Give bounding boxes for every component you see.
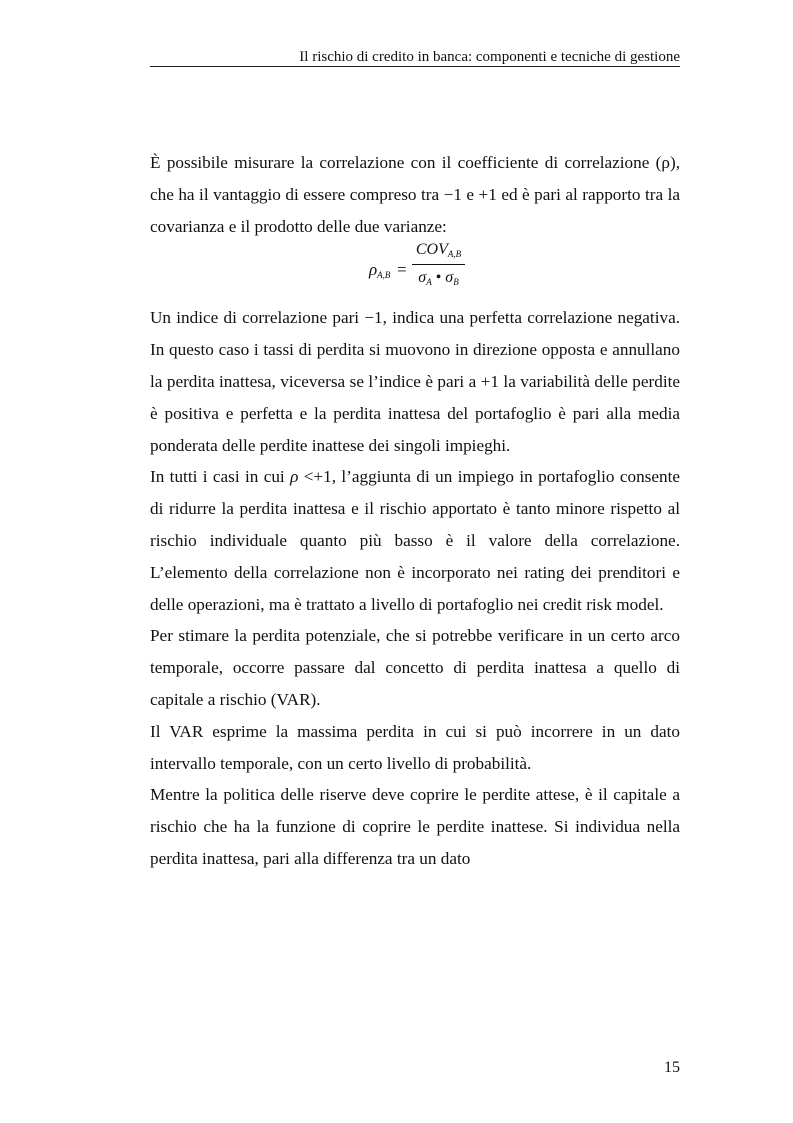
formula-cov-subscript: A,B <box>447 249 462 260</box>
rho-symbol: ρ <box>290 467 299 487</box>
paragraph-var-definition: Il VAR esprime la massima perdita in cui si può incorrere in un dato intervallo temporale, con un certo livello di probabilità. <box>150 721 680 773</box>
formula-sigma-b: σ <box>445 269 454 287</box>
paragraph-portfolio-correlation-rest: <+1, l’aggiunta di un impiego in portafoglio consente di ridurre la perdita inattesa e il rischio apportato è tanto minore rispetto al rischio individuale quanto più basso è il valore della correlazione. L’elemento della correlazione non è incorporato nei rating dei prenditori e delle operazioni, ma è trattato a livello di portafoglio nei credit risk model. <box>150 467 680 614</box>
formula-sigma-a-subscript: A <box>426 277 432 288</box>
page-number: 15 <box>664 1059 680 1076</box>
formula-denominator <box>412 267 465 293</box>
formula-equals-sign: = <box>397 260 407 280</box>
page-body <box>150 147 680 875</box>
paragraph-correlation-coefficient: È possibile misurare la correlazione con il coefficiente di correlazione (ρ), che ha il vantaggio di essere compreso tra −1 e +1 ed è pari al rapporto tra la covarianza e il prodotto delle due varianze: <box>150 153 680 236</box>
formula-lhs <box>369 254 390 292</box>
correlation-formula <box>369 240 489 300</box>
formula-fraction-bar <box>412 264 465 265</box>
formula-cov: COV <box>415 241 448 259</box>
paragraph-correlation-index: Un indice di correlazione pari −1, indica una perfetta correlazione negativa. In questo caso i tassi di perdita si muovono in direzione opposta e annullano la perdita inattesa, viceversa se l’indice è pari a +1 la variabilità delle perdite è positiva e perfetta e la perdita inattesa del portafoglio è pari alla media ponderata delle perdite inattese dei singoli impieghi. <box>150 308 680 455</box>
running-header: Il rischio di credito in banca: componenti e tecniche di gestione <box>299 49 680 65</box>
header-divider <box>150 66 680 67</box>
paragraph-portfolio-correlation <box>150 461 680 620</box>
correlation-formula-block <box>150 242 680 302</box>
paragraph-potential-loss: Per stimare la perdita potenziale, che si potrebbe verificare in un certo arco temporale, occorre passare dal concetto di perdita inattesa a quello di capitale a rischio (VAR). <box>150 626 680 709</box>
formula-product-dot: • <box>431 269 446 287</box>
formula-lhs-subscript: A,B <box>377 270 391 281</box>
formula-sigma-a: σ <box>418 269 427 287</box>
formula-numerator <box>412 239 465 265</box>
formula-sigma-b-subscript: B <box>453 277 459 288</box>
formula-rho-symbol: ρ <box>369 260 378 280</box>
paragraph-portfolio-correlation-lead: In tutti i casi in cui <box>150 467 291 487</box>
paragraph-reserves-policy: Mentre la politica delle riserve deve coprire le perdite attese, è il capitale a rischio che ha la funzione di coprire le perdite inattese. Si individua nella perdita inattesa, pari alla differenza tra un dato <box>150 785 680 868</box>
